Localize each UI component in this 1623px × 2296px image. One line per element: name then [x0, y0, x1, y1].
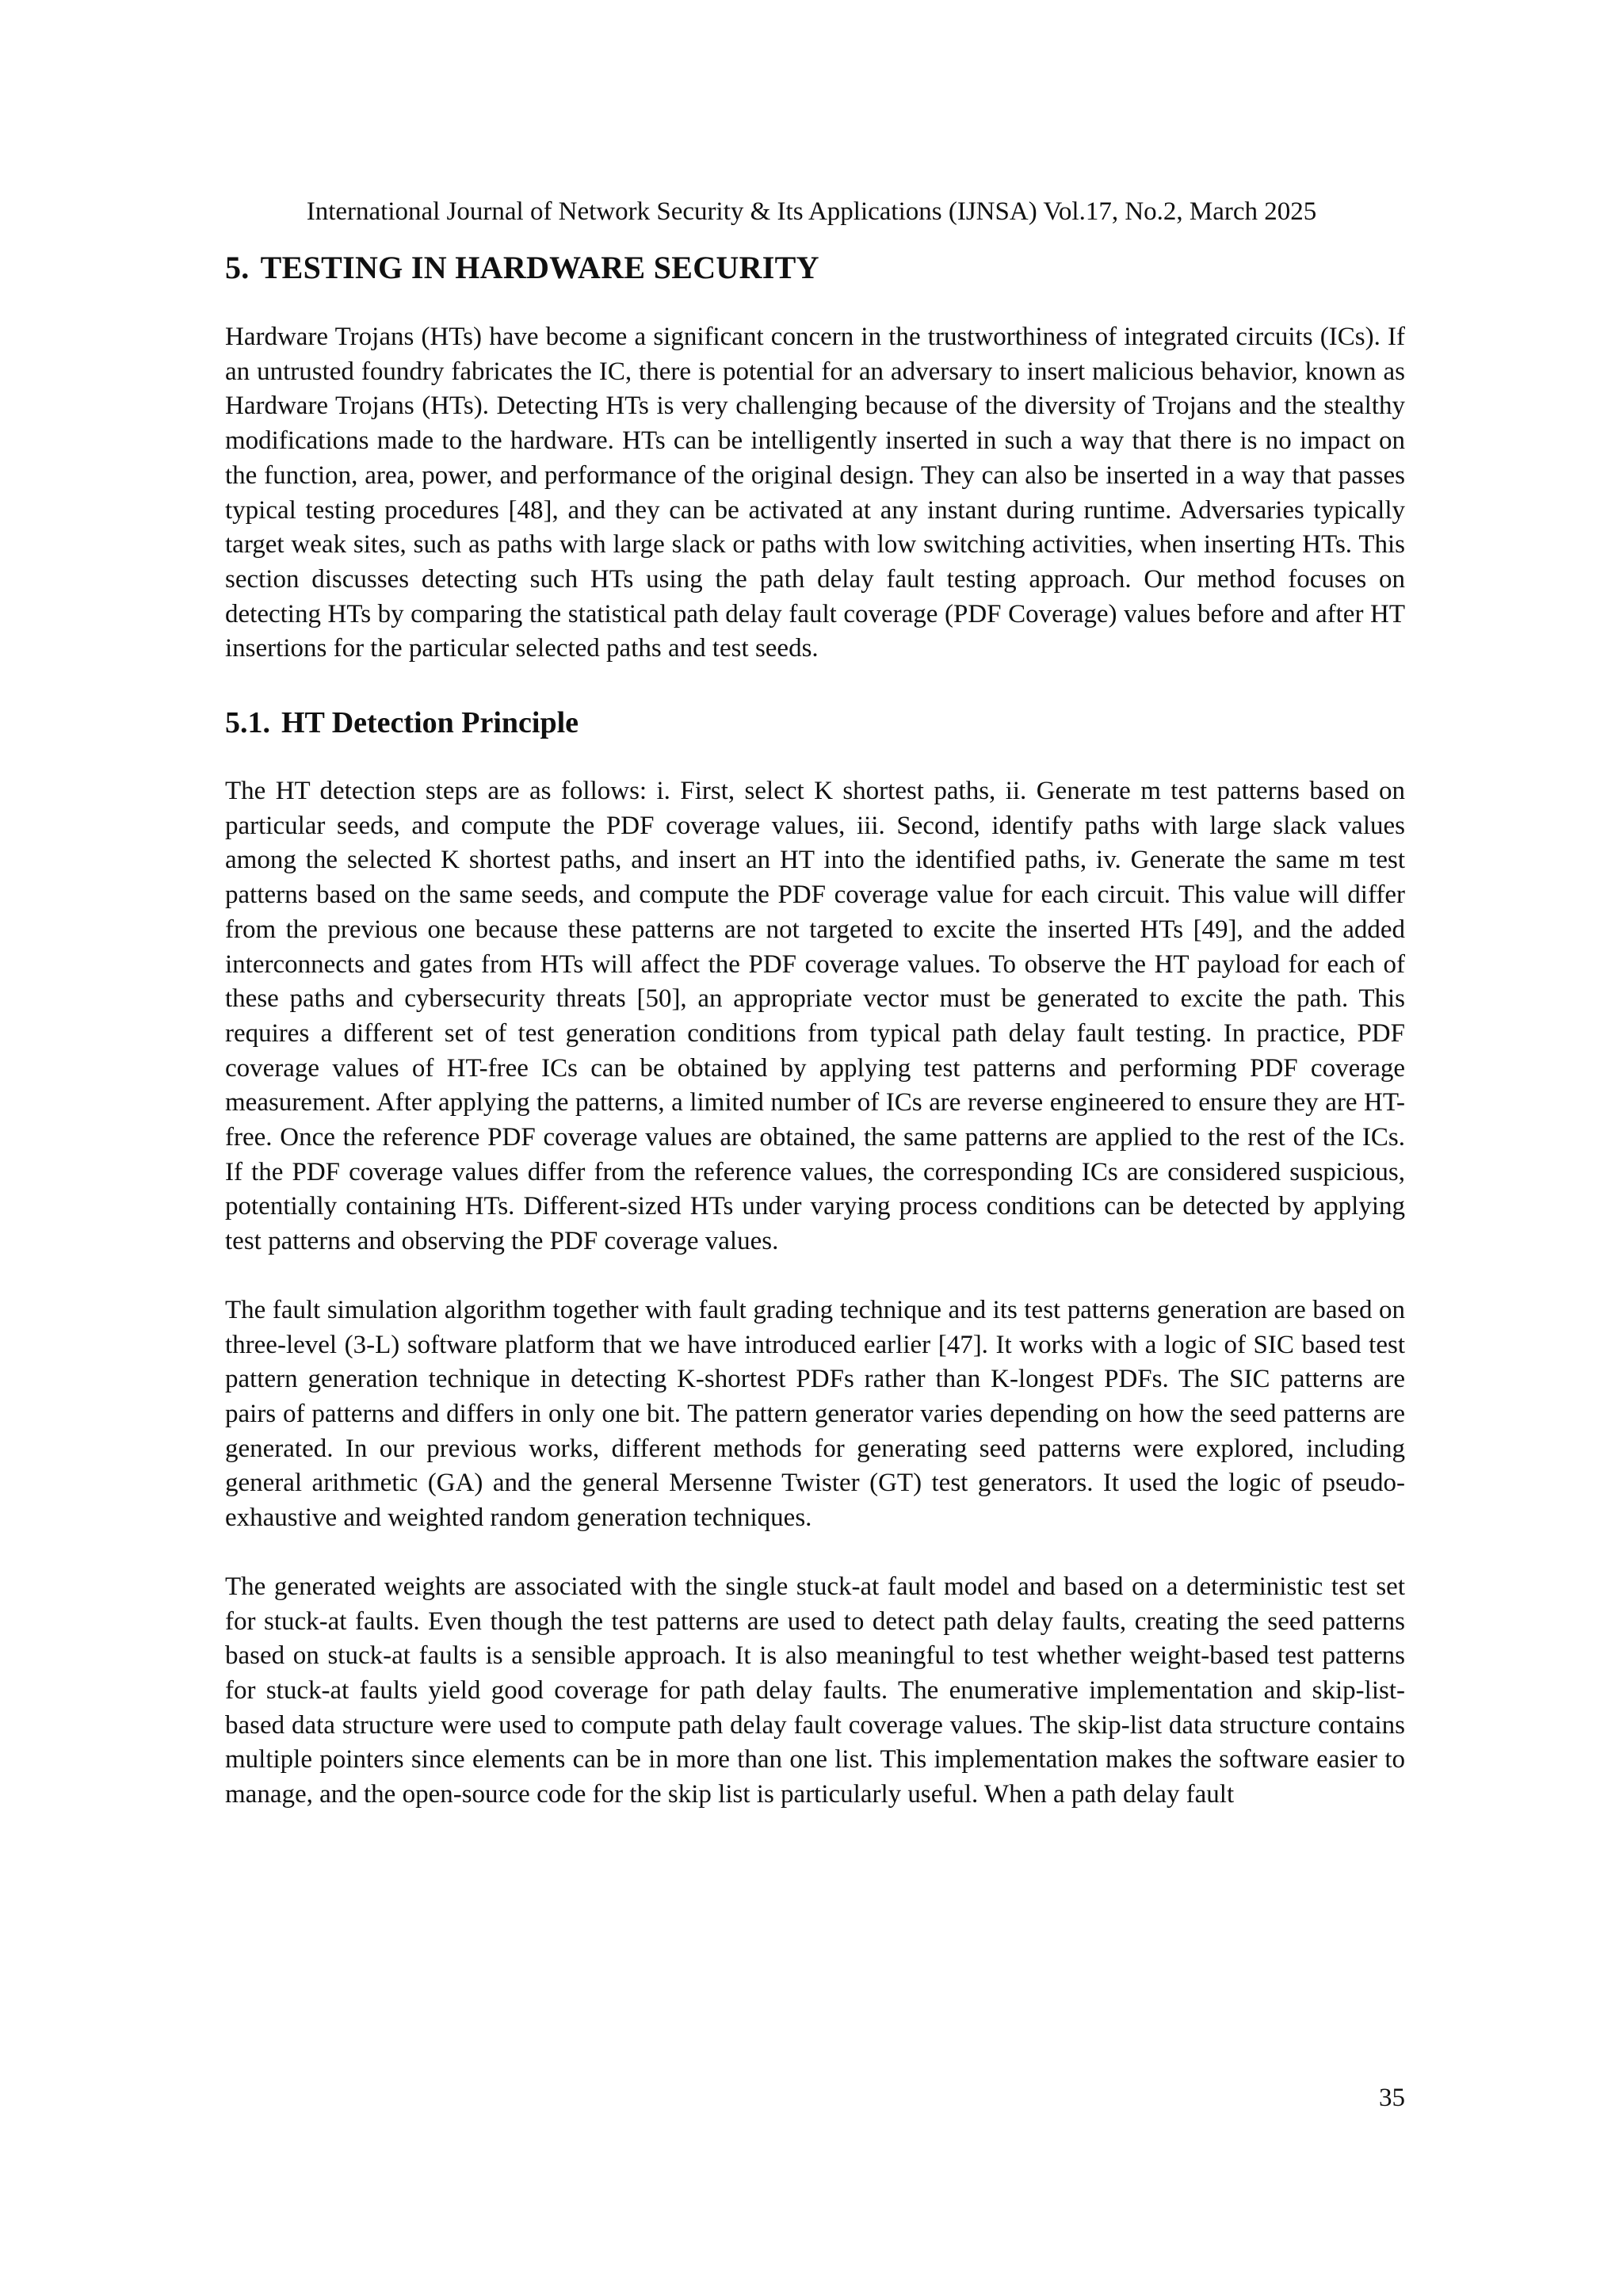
subsection-heading [225, 703, 1405, 743]
running-header: International Journal of Network Security & Its Applications (IJNSA) Vol.17, No.2, March 2025 [306, 197, 1317, 226]
page-number: 35 [1379, 2084, 1405, 2112]
page-body [225, 247, 1405, 1813]
subsection-paragraph-1: The HT detection steps are as follows: i. First, select K shortest paths, ii. Generate m test patterns based on particular seeds, and compute the PDF coverage values, iii. Second, identify paths with large slack values among the selected K shortest paths, and insert an HT into the identified paths, iv. Generate the same m test patterns based on the same seeds, and compute the PDF coverage value for each circuit. This value will differ from the previous one because these patterns are not targeted to excite the inserted HTs [49], and the added interconnects and gates from HTs will affect the PDF coverage values. To observe the HT payload for each of these paths and cybersecurity threats [50], an appropriate vector must be generated to excite the path. This requires a different set of test generation conditions from typical path delay fault testing. In practice, PDF coverage values of HT-free ICs can be obtained by applying test patterns and performing PDF coverage measurement. After applying the patterns, a limited number of ICs are reverse engineered to ensure they are HT-free. Once the reference PDF coverage values are obtained, the same patterns are applied to the rest of the ICs. If the PDF coverage values differ from the reference values, the corresponding ICs are considered suspicious, potentially containing HTs. Different-sized HTs under varying process conditions can be detected by applying test patterns and observing the PDF coverage values. [225, 777, 1405, 1256]
subsection-title: HT Detection Principle [281, 706, 579, 740]
section-heading [225, 247, 1405, 288]
subsection-paragraph-3: The generated weights are associated with the single stuck-at fault model and based on a deterministic test set for stuck-at faults. Even though the test patterns are used to detect path delay faults, creating the seed patterns based on stuck-at faults is a sensible approach. It is also meaningful to test whether weight-based test patterns for stuck-at faults yield good coverage for path delay faults. The enumerative implementation and skip-list-based data structure were used to compute path delay fault coverage values. The skip-list data structure contains multiple pointers since elements can be in more than one list. This implementation makes the software easier to manage, and the open-source code for the skip list is particularly useful. When a path delay fault [225, 1572, 1405, 1809]
section-paragraph: Hardware Trojans (HTs) have become a significant concern in the trustworthiness of integrated circuits (ICs). If an untrusted foundry fabricates the IC, there is potential for an adversary to insert malicious behavior, known as Hardware Trojans (HTs). Detecting HTs is very challenging because of the diversity of Trojans and the stealthy modifications made to the hardware. HTs can be intelligently inserted in such a way that there is no impact on the function, area, power, and performance of the original design. They can also be inserted in a way that passes typical testing procedures [48], and they can be activated at any instant during runtime. Adversaries typically target weak sites, such as paths with large slack or paths with low switching activities, when inserting HTs. This section discusses detecting such HTs using the path delay fault testing approach. Our method focuses on detecting HTs by comparing the statistical path delay fault coverage (PDF Coverage) values before and after HT insertions for the particular selected paths and test seeds. [225, 323, 1405, 663]
section-title: TESTING IN HARDWARE SECURITY [260, 250, 819, 285]
subsection-number: 5.1. [225, 706, 270, 740]
subsection-paragraph-2: The fault simulation algorithm together with fault grading technique and its test patterns generation are based on three-level (3-L) software platform that we have introduced earlier [47]. It works with a logic of SIC based test pattern generation technique in detecting K-shortest PDFs rather than K-longest PDFs. The SIC patterns are pairs of patterns and differs in only one bit. The pattern generator varies depending on how the seed patterns are generated. In our previous works, different methods for generating seed patterns were explored, including general arithmetic (GA) and the general Mersenne Twister (GT) test generators. It used the logic of pseudo-exhaustive and weighted random generation techniques. [225, 1295, 1405, 1533]
section-number: 5. [225, 250, 250, 285]
